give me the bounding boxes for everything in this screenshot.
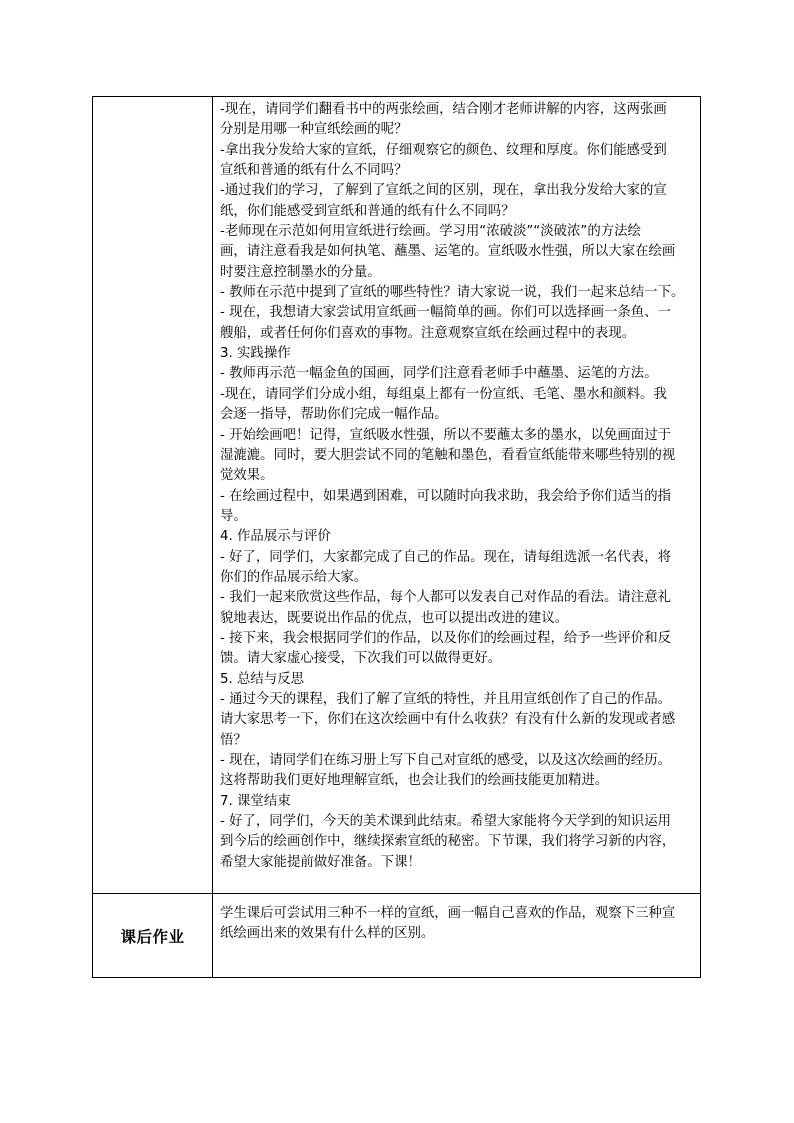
text-line: - 现在，请同学们在练习册上写下自己对宣纸的感受，以及这次绘画的经历。: [220, 753, 671, 768]
text-line: - 开始绘画吧！记得，宣纸吸水性强，所以不要蘸太多的墨水，以免画面过于: [220, 427, 671, 443]
text-line: - 在绘画过程中，如果遇到困难，可以随时向我求助，我会给予你们适当的指: [220, 488, 671, 504]
text-line: - 教师在示范中提到了宣纸的哪些特性？请大家说一说，我们一起来总结一下。: [220, 285, 685, 301]
text-line: - 现在，我想请大家尝试用宣纸画一幅简单的画。你们可以选择画一条鱼、一: [220, 305, 671, 321]
homework-text: [220, 904, 694, 945]
text-line: 会逐一指导，帮助你们完成一幅作品。: [220, 407, 448, 423]
text-line: 纸，你们能感受到宣纸和普通的纸有什么不同吗？: [220, 203, 515, 219]
text-line: - 教师再示范一幅金鱼的国画，同学们注意看老师手中蘸墨、运笔的方法。: [220, 366, 658, 382]
homework-label-cell: [93, 894, 213, 978]
text-line: 到今后的绘画创作中，继续探索宣纸的秘密。下节课，我们将学习新的内容，: [220, 834, 676, 850]
text-line: 时要注意控制墨水的分量。: [220, 264, 381, 280]
text-line: - 我们一起来欣赏这些作品，每个人都可以发表自己对作品的看法。请注意礼: [220, 590, 671, 606]
text-line: 7. 课堂结束: [220, 793, 291, 809]
text-line: - 好了，同学们，今天的美术课到此结束。希望大家能将今天学到的知识运用: [220, 814, 671, 830]
text-line: 你们的作品展示给大家。: [220, 569, 368, 585]
text-line: 分别是用哪一种宣纸绘画的呢？: [220, 122, 408, 138]
text-line: - 通过今天的课程，我们了解了宣纸的特性，并且用宣纸创作了自己的作品。: [220, 691, 671, 707]
text-line: 纸绘画出来的效果有什么样的区别。: [220, 926, 435, 942]
homework-content: [213, 894, 701, 978]
text-line: -老师现在示范如何用宣纸进行绘画。学习用“浓破淡”“淡破浓”的方法绘: [220, 224, 641, 240]
text-line: 5. 总结与反思: [220, 671, 304, 687]
teaching-process-row: [93, 97, 701, 894]
text-line: 画，请注意看我是如何执笔、蘸墨、运笔的。宣纸吸水性强，所以大家在绘画: [220, 244, 676, 260]
text-line: 觉效果。: [220, 468, 274, 484]
text-line: -现在，请同学们分成小组，每组桌上都有一份宣纸、毛笔、墨水和颜料。我: [220, 386, 667, 402]
text-line: 湿漉漉。同时，要大胆尝试不同的笔触和墨色，看看宣纸能带来哪些特别的视: [220, 447, 676, 463]
text-line: 悟？: [220, 732, 247, 748]
text-line: 这将帮助我们更好地理解宣纸，也会让我们的绘画技能更加精进。: [220, 773, 609, 789]
text-line: 3. 实践操作: [220, 346, 291, 362]
text-line: 馈。请大家虚心接受，下次我们可以做得更好。: [220, 651, 502, 667]
text-line: 艘船，或者任何你们喜欢的事物。注意观察宣纸在绘画过程中的表现。: [220, 325, 636, 341]
teaching-process-text: [220, 100, 694, 873]
text-line: 希望大家能提前做好准备。下课！: [220, 854, 421, 870]
text-line: 4. 作品展示与评价: [220, 529, 331, 545]
homework-row: [93, 894, 701, 978]
text-line: 学生课后可尝试用三种不一样的宣纸，画一幅自己喜欢的作品，观察下三种宣: [220, 906, 676, 921]
text-line: 导。: [220, 508, 247, 524]
homework-label: 课后作业: [120, 927, 185, 946]
text-line: - 好了，同学们，大家都完成了自己的作品。现在，请每组选派一名代表，将: [220, 549, 671, 565]
text-line: -通过我们的学习，了解到了宣纸之间的区别，现在，拿出我分发给大家的宣: [220, 183, 667, 199]
lesson-plan-table: [92, 96, 701, 978]
teaching-process-label-cell: [93, 97, 213, 894]
text-line: - 接下来，我会根据同学们的作品，以及你们的绘画过程，给予一些评价和反: [220, 630, 671, 646]
text-line: 请大家思考一下，你们在这次绘画中有什么收获？有没有什么新的发现或者感: [220, 712, 676, 728]
text-line: 貌地表达，既要说出作品的优点，也可以提出改进的建议。: [220, 610, 569, 626]
text-line: -现在，请同学们翻看书中的两张绘画，结合刚才老师讲解的内容，这两张画: [220, 102, 667, 117]
text-line: 宣纸和普通的纸有什么不同吗？: [220, 163, 408, 179]
teaching-process-content: [213, 97, 701, 894]
text-line: -拿出我分发给大家的宣纸，仔细观察它的颜色、纹理和厚度。你们能感受到: [220, 142, 667, 158]
